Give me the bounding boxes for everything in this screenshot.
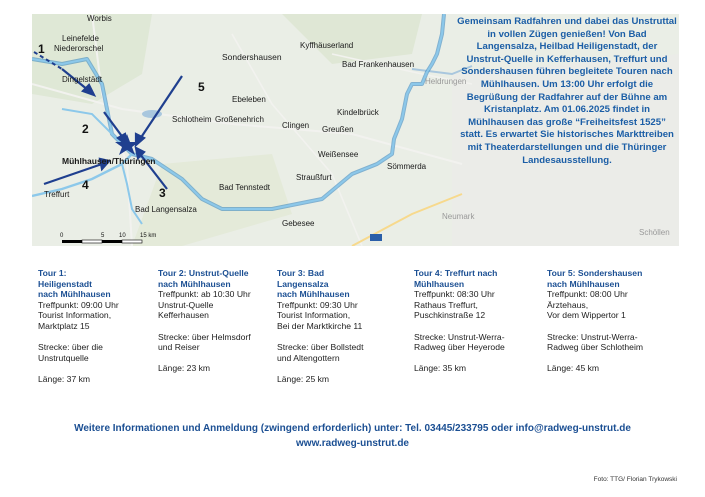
- town-label: Weißensee: [318, 150, 359, 159]
- tour-meeting: Tourist Information,: [277, 310, 351, 321]
- tour-meeting: Treffpunkt: 09:00 Uhr: [38, 299, 119, 310]
- town-label: Greußen: [322, 125, 354, 134]
- tour-5: [547, 268, 643, 374]
- tour-4: [414, 268, 505, 374]
- route-map: [32, 14, 679, 246]
- town-label: Neumark: [442, 212, 475, 221]
- scale-label: 0: [60, 233, 64, 239]
- tour-2: [158, 268, 251, 374]
- town-label: Bad Langensalza: [135, 205, 197, 214]
- tour-meeting: Vor dem Wippertor 1: [547, 310, 626, 321]
- tour-title: nach Mühlhausen: [277, 289, 350, 300]
- town-label: Kyffhäuserland: [300, 41, 354, 50]
- tour-title: Tour 1: Heiligenstadt: [38, 268, 92, 289]
- town-label: Mühlhausen/Thüringen: [62, 156, 156, 166]
- town-label: Clingen: [282, 121, 310, 130]
- tour-meeting: Kefferhausen: [158, 310, 209, 321]
- town-label: Dingelstädt: [62, 75, 103, 84]
- tour-meeting: Treffpunkt: 09:30 Uhr: [277, 299, 358, 310]
- town-label: Schlotheim: [172, 115, 212, 124]
- route-number: 5: [198, 80, 205, 94]
- tour-title: nach Mühlhausen: [547, 278, 620, 289]
- tour-meeting: Bei der Marktkirche 11: [277, 320, 363, 331]
- tour-route: Unstrutquelle: [38, 352, 89, 363]
- town-label: Worbis: [87, 14, 112, 23]
- tour-title: Mühlhausen: [414, 278, 465, 289]
- tour-meeting: Ärztehaus,: [547, 299, 589, 310]
- tour-route: Strecke: über Bollstedt: [277, 342, 364, 353]
- town-label: Kindelbrück: [337, 108, 379, 117]
- route-number: 1: [38, 42, 45, 56]
- tour-length: Länge: 45 km: [547, 363, 600, 374]
- town-label: Straußfurt: [296, 173, 332, 182]
- town-label: Leinefelde: [62, 34, 99, 43]
- route-number: 3: [159, 186, 166, 200]
- tour-title: Tour 2: Unstrut-Quelle: [158, 268, 249, 278]
- town-label: Gebesee: [282, 219, 315, 228]
- tour-meeting: Treffpunkt: 08:30 Uhr: [414, 289, 495, 300]
- town-label: Schöllen: [639, 228, 670, 237]
- tour-1: [38, 268, 119, 385]
- tour-route: Strecke: über Helmsdorf: [158, 331, 251, 342]
- website-link[interactable]: www.radweg-unstrut.de: [296, 438, 409, 449]
- town-label: Sondershausen: [222, 52, 282, 62]
- tour-title: Tour 3: Bad Langensalza: [277, 268, 329, 289]
- tour-meeting: Treffpunkt: ab 10:30 Uhr: [158, 289, 251, 300]
- tour-length: Länge: 25 km: [277, 373, 330, 384]
- tour-meeting: Treffpunkt: 08:00 Uhr: [547, 289, 628, 300]
- tour-meeting: Unstrut-Quelle: [158, 299, 214, 310]
- scale-label: 10: [119, 233, 126, 239]
- route-number: 4: [82, 178, 89, 192]
- tour-meeting: Puschkinstraße 12: [414, 310, 486, 321]
- town-label: Treffurt: [44, 190, 70, 199]
- town-label: Niederorschel: [54, 44, 104, 53]
- scale-label: 15 km: [140, 233, 157, 239]
- tour-route: Radweg über Heyerode: [414, 342, 505, 353]
- town-label: Ebeleben: [232, 95, 266, 104]
- town-label: Großenehrich: [215, 115, 264, 124]
- tour-title: nach Mühlhausen: [158, 278, 231, 289]
- tour-route: Radweg über Schlotheim: [547, 342, 644, 353]
- photo-credit: Foto: TTG/ Florian Trykowski: [593, 476, 677, 483]
- tour-meeting: Tourist Information,: [38, 310, 112, 321]
- tour-title: Tour 5: Sondershausen: [547, 268, 643, 278]
- tour-route: und Reiser: [158, 342, 200, 353]
- tour-route: Strecke: über die: [38, 342, 103, 353]
- tour-title: Tour 4: Treffurt nach: [414, 268, 498, 278]
- tour-meeting: Marktplatz 15: [38, 320, 90, 331]
- town-label: Bad Tennstedt: [219, 183, 271, 192]
- town-label: Heldrungen: [425, 77, 467, 86]
- tour-length: Länge: 23 km: [158, 363, 211, 374]
- tour-3: [277, 268, 363, 385]
- tour-meeting: Rathaus Treffurt,: [414, 299, 478, 310]
- tour-route: und Altengottern: [277, 352, 340, 363]
- intro-text: Gemeinsam Radfahren und dabei das Unstruttal in vollen Zügen genießen! Von Bad Langensalza, Heilbad Heiligenstadt, der Unstrut-Quelle in Kefferhausen, Treffurt und Sondershausen führen begleitete Touren nach Mühlhausen. Um 13:00 Uhr erfolgt die Begrüßung der Radfahrer auf der Bühne am Kristanplatz. Am 01.06.2025 findet in Mühlhausen das große “Freiheitsfest 1525” statt. Es erwartet Sie historisches Markttreiben mit Theaterdarstellungen und die Thüringer Landesausstellung.: [457, 16, 677, 166]
- tour-length: Länge: 37 km: [38, 373, 91, 384]
- tour-title: nach Mühlhausen: [38, 289, 111, 300]
- contact-info: Weitere Informationen und Anmeldung (zwingend erforderlich) unter: Tel. 03445/233795 oder info@radweg-unstrut.de: [74, 423, 631, 434]
- tour-route: Strecke: Unstrut-Werra-: [414, 331, 505, 342]
- route-number: 2: [82, 122, 89, 136]
- tour-length: Länge: 35 km: [414, 363, 467, 374]
- scale-label: 5: [101, 233, 105, 239]
- town-label: Sömmerda: [387, 162, 427, 171]
- town-label: Bad Frankenhausen: [342, 60, 415, 69]
- tour-route: Strecke: Unstrut-Werra-: [547, 331, 638, 342]
